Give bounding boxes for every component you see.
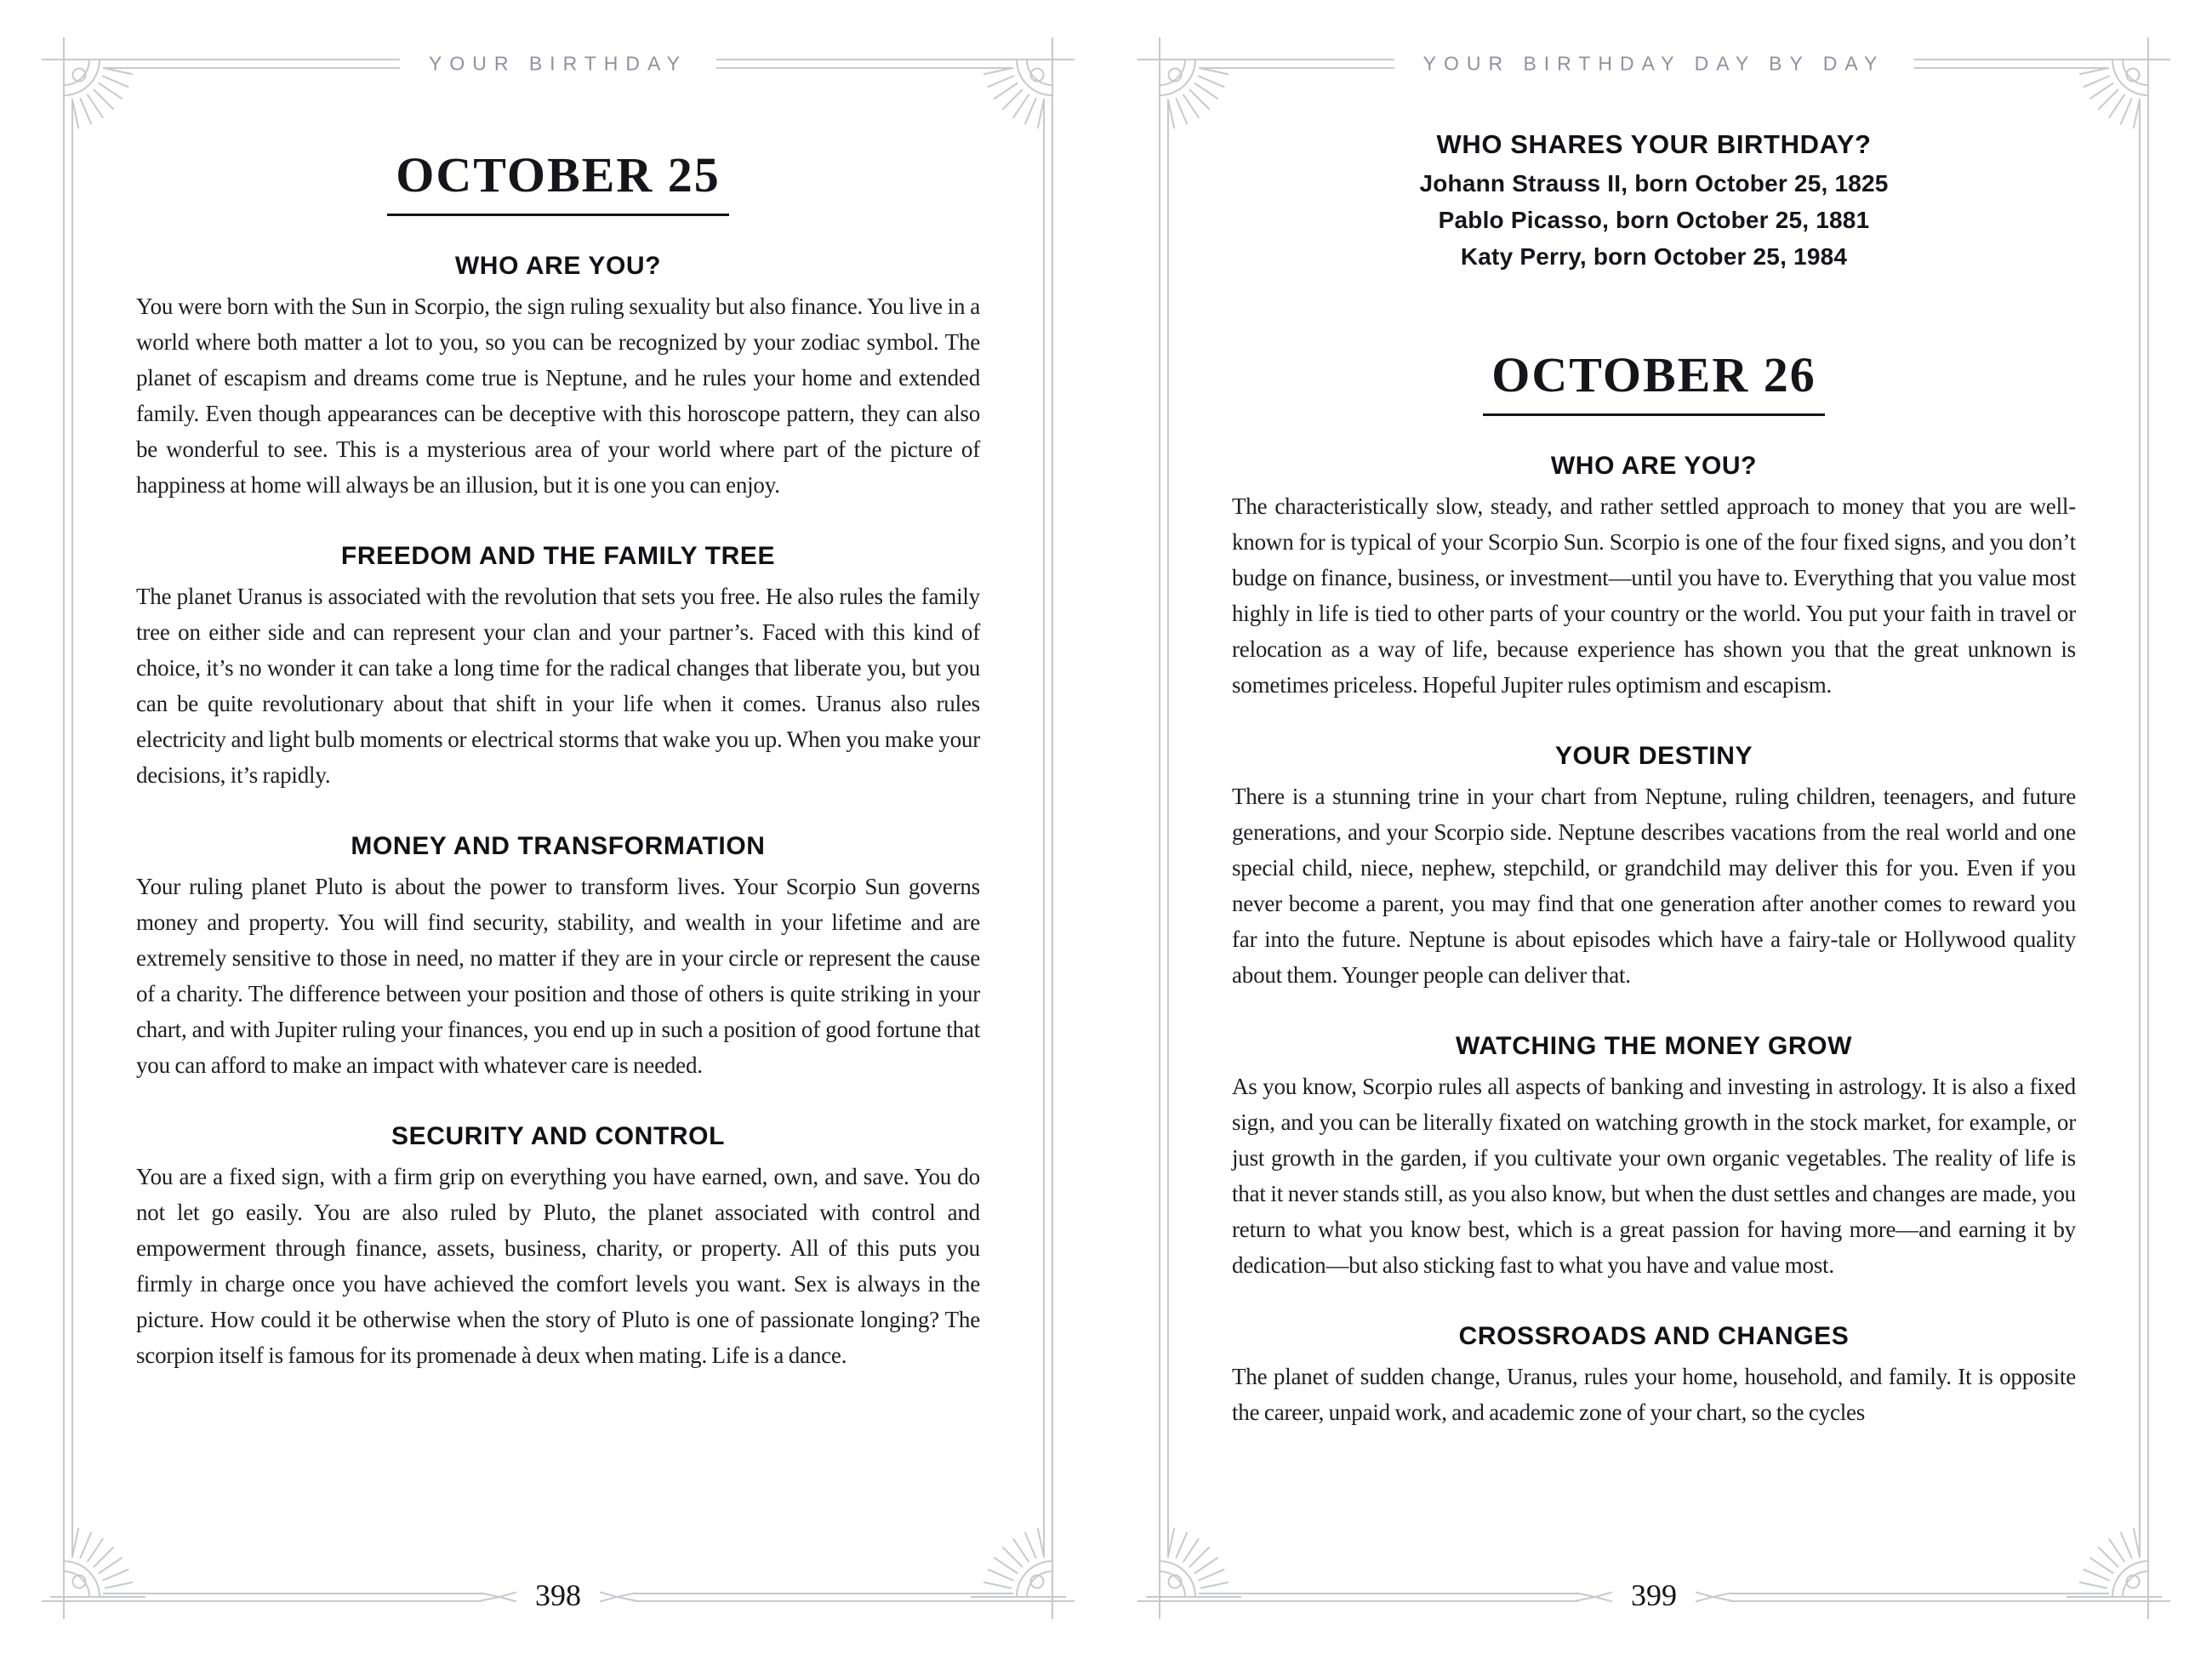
- frame-line: [1137, 1589, 1612, 1605]
- bottom-rule: [42, 1578, 1075, 1612]
- page-right: [1160, 52, 2148, 1612]
- sunburst-corner-icon: [971, 46, 1066, 141]
- sunburst-corner-icon: [50, 46, 145, 141]
- page-number: 399: [1612, 1577, 1696, 1613]
- fishtail-rule-icon: [481, 1589, 516, 1605]
- frame-line: [600, 1589, 1075, 1605]
- section-body: The characteristically slow, steady, and rather settled approach to money that you are well-known for is typical of your Scorpio Sun. Scorpio is one of the four fixed signs, and you don’t budge on finance, business, or investment—until you have to. Everything that you value most highly in life is tied to other parts of your country or the world. You put your faith in travel or relocation as a way of life, because experience has shown you that the great unknown is sometimes priceless. Hopeful Jupiter rules optimism and escapism.: [1232, 493, 2076, 698]
- section-body: There is a stunning trine in your chart from Neptune, ruling children, teenagers, and future generations, and your Scorpio side. Neptune describes vacations from the real world and one special child, niece, nephew, stepchild, or grandchild may deliver this for you. Even if you never become a parent, you may find that one generation after another comes to reward you far into the future. Neptune is about episodes which have a fairy-tale or Hollywood quality about them. Younger people can deliver that.: [1232, 784, 2076, 988]
- section-body: As you know, Scorpio rules all aspects of banking and investing in astrology. It is also a fixed sign, and you can be literally fixated on watching growth in the stock market, for example, or just growth in the garden, if you cultivate your own organic vegetables. The reality of life is that it never stands still, as you also know, but when the dust settles and changes are made, you return to what you know best, which is a great passion for having more—and earning it by dedication—but also sticking fast to what you have and value most.: [1232, 1074, 2076, 1278]
- section-body: You were born with the Sun in Scorpio, the sign ruling sexuality but also finance. You live in a world where both matter a lot to you, so you can be recognized by your zodiac symbol. The planet of escapism and dreams come true is Neptune, and he rules your home and extended family. Even though appearances can be deceptive with this horoscope pattern, they can also be wonderful to see. This is a mysterious area of your world where part of the picture of happiness at home will always be an illusion, but it is one you can enjoy.: [136, 294, 980, 498]
- frame-line: [1052, 37, 1053, 1619]
- frame-line: [2139, 99, 2141, 1558]
- section-heading: SECURITY AND CONTROL: [391, 1122, 725, 1150]
- frame-line: [1043, 99, 1045, 1558]
- section-heading: CROSSROADS AND CHANGES: [1458, 1322, 1850, 1350]
- title-block: [1232, 348, 2076, 416]
- fishtail-rule-icon: [1576, 1589, 1612, 1605]
- section-heading: FREEDOM AND THE FAMILY TREE: [340, 542, 776, 570]
- birthday-person: Pablo Picasso, born October 25, 1881: [1438, 207, 1870, 233]
- section-body: You are a fixed sign, with a firm grip on everything you have earned, own, and save. You do not let go easily. You are also ruled by Pluto, the planet associated with control and empowerment through finance, assets, business, charity, or property. All of this puts you firmly in charge once you have achieved the comfort levels you want. Sex is always in the picture. How could it be otherwise when the story of Pluto is one of passionate longing? The scorpion itself is famous for its promenade à deux when mating. Life is a dance.: [136, 1164, 980, 1368]
- sunburst-corner-icon: [2067, 46, 2162, 141]
- page-content: [136, 60, 980, 1373]
- sunburst-corner-icon: [1146, 46, 1241, 141]
- section-heading: MONEY AND TRANSFORMATION: [351, 832, 766, 860]
- section-body: The planet Uranus is associated with the revolution that sets you free. He also rules the family tree on either side and can represent your clan and your partner’s. Faced with this kind of choice, it’s no wonder it can take a long time for the radical changes that liberate you, but you can be quite revolutionary about that shift in your life when it comes. Uranus also rules electricity and light bulb moments or electrical storms that wake you up. When you make your decisions, it’s rapidly.: [136, 584, 980, 788]
- frame-line: [71, 99, 73, 1558]
- section-heading: YOUR DESTINY: [1554, 742, 1753, 770]
- title-block: [136, 148, 980, 216]
- page-title: OCTOBER 26: [1483, 348, 1825, 416]
- frame-line: [42, 1589, 516, 1605]
- birthday-person: Johann Strauss II, born October 25, 1825: [1419, 170, 1889, 197]
- fishtail-rule-icon: [600, 1589, 636, 1605]
- section-body: Your ruling planet Pluto is about the power to transform lives. Your Scorpio Sun governs money and property. You will find security, stability, and wealth in your lifetime and are extremely sensitive to those in need, no matter if they are in your circle or represent the cause of a charity. The difference between your position and those of others is quite striking in your chart, and with Jupiter ruling your finances, you end up in such a position of good fortune that you can afford to make an impact with whatever care is needed.: [136, 874, 980, 1078]
- section-heading: WHO ARE YOU?: [1550, 452, 1758, 480]
- section-heading: WATCHING THE MONEY GROW: [1455, 1032, 1852, 1060]
- frame-line: [2147, 37, 2149, 1619]
- bottom-rule: [1137, 1578, 2170, 1612]
- frame-line: [1159, 37, 1160, 1619]
- section-body: The planet of sudden change, Uranus, rules your home, household, and family. It is opposite the career, unpaid work, and academic zone of your chart, so the cycles: [1232, 1364, 2076, 1425]
- frame-line: [63, 37, 65, 1619]
- birthday-heading: WHO SHARES YOUR BIRTHDAY?: [1436, 129, 1872, 159]
- section-heading: WHO ARE YOU?: [454, 252, 662, 280]
- birthday-list: [1232, 165, 2076, 275]
- page-title: OCTOBER 25: [387, 148, 729, 216]
- page-content: [1232, 60, 2076, 1430]
- page-number: 398: [516, 1577, 600, 1613]
- page-left: [64, 52, 1052, 1612]
- running-header: YOUR BIRTHDAY DAY BY DAY: [1394, 48, 1914, 81]
- frame-line: [1167, 99, 1169, 1558]
- frame-line: [1696, 1589, 2170, 1605]
- fishtail-rule-icon: [1696, 1589, 1731, 1605]
- running-header: YOUR BIRTHDAY: [400, 48, 716, 81]
- birthday-person: Katy Perry, born October 25, 1984: [1460, 243, 1848, 270]
